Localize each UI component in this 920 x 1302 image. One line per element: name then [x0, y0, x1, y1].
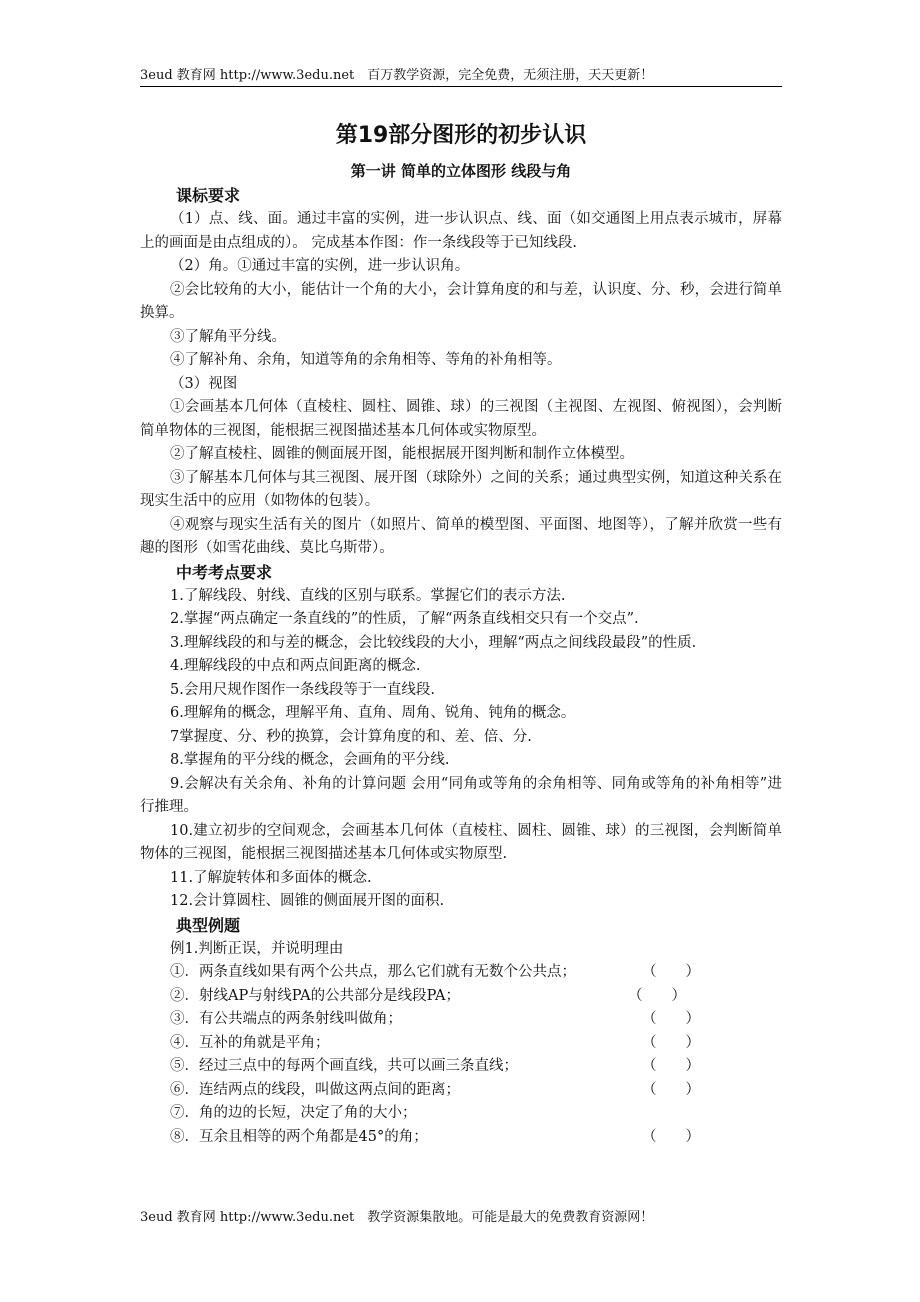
answer-bracket: （ ） — [642, 1011, 700, 1027]
question-row — [140, 1079, 782, 1103]
question-text: ⑦．角的边的长短，决定了角的大小； — [170, 1105, 417, 1121]
list-item: 10.建立初步的空间观念，会画基本几何体（直棱柱、圆柱、圆锥、球）的三视图，会判断简单物体的三视图，能根据三视图描述基本几何体或实物原型. — [140, 822, 782, 862]
section-heading-kebiao: 课标要求 — [176, 186, 241, 205]
list-item: 5.会用尺规作图作一条线段等于一直线段. — [170, 681, 435, 698]
paragraph: ③了解角平分线。 — [170, 328, 286, 345]
page-footer: 3eud 教育网 http://www.3edu.net 教学资源集散地。可能是最大的免费教育资源网！ — [140, 1210, 654, 1225]
question-row — [140, 1102, 782, 1126]
answer-bracket: （ ） — [642, 1034, 700, 1051]
paragraph: （1）点、线、面。通过丰富的实例，进一步认识点、线、面（如交通图上用点表示城市，屏幕上的画面是由点组成的）。 完成基本作图：作一条线段等于已知线段. — [140, 211, 782, 251]
page-header: 3eud 教育网 http://www.3edu.net 百万教学资源，完全免费，无须注册，天天更新！ — [140, 64, 782, 87]
list-item: 1.了解线段、射线、直线的区别与联系。掌握它们的表示方法. — [170, 587, 566, 604]
question-row — [140, 985, 782, 1009]
answer-bracket: （ ） — [642, 1081, 700, 1098]
paragraph: ②了解直棱柱、圆锥的侧面展开图，能根据展开图判断和制作立体模型。 — [170, 446, 634, 462]
list-item: 6.理解角的概念，理解平角、直角、周角、锐角、钝角的概念。 — [170, 705, 576, 721]
question-text: ⑧．互余且相等的两个角都是45°的角； — [170, 1128, 428, 1145]
paragraph: ④观察与现实生活有关的图片（如照片、简单的模型图、平面图、地图等），了解并欣赏一些有趣的图形（如雪花曲线、莫比乌斯带）。 — [140, 516, 782, 556]
question-row — [140, 1008, 782, 1032]
list-item: 11.了解旋转体和多面体的概念. — [170, 869, 372, 886]
answer-bracket: （ ） — [642, 1128, 700, 1145]
question-row — [140, 961, 782, 985]
paragraph: （2）角。①通过丰富的实例，进一步认识角。 — [170, 258, 470, 274]
question-text: ⑥．连结两点的线段，叫做这两点间的距离； — [170, 1081, 460, 1098]
list-item: 2.掌握“两点确定一条直线的”的性质，了解“两条直线相交只有一个交点”. — [170, 611, 639, 627]
answer-bracket: （ ） — [642, 1058, 700, 1074]
question-row — [140, 1126, 782, 1150]
page-title: 第19部分图形的初步认识 — [335, 123, 587, 148]
lecture-subtitle: 第一讲 简单的立体图形 线段与角 — [350, 162, 572, 180]
section-heading-dianxing: 典型例题 — [176, 915, 241, 935]
paragraph: （3）视图 — [170, 375, 238, 392]
question-row — [140, 1055, 782, 1079]
question-text: ⑤．经过三点中的每两个画直线，共可以画三条直线； — [170, 1058, 518, 1074]
question-text: ③．有公共端点的两条射线叫做角； — [170, 1011, 402, 1027]
question-row — [140, 1032, 782, 1056]
paragraph: ③了解基本几何体与其三视图、展开图（球除外）之间的关系；通过典型实例，知道这种关系在现实生活中的应用（如物体的包装）。 — [140, 469, 782, 509]
list-item: 8.掌握角的平分线的概念，会画角的平分线. — [170, 752, 450, 768]
paragraph: ②会比较角的大小，能估计一个角的大小，会计算角度的和与差，认识度、分、秒，会进行简单换算。 — [140, 281, 782, 321]
question-text: ④．互补的角就是平角； — [170, 1034, 330, 1051]
example-intro: 例1.判断正误，并说明理由 — [170, 940, 344, 957]
question-text: ①．两条直线如果有两个公共点，那么它们就有无数个公共点； — [170, 964, 576, 980]
section-heading-zhongkao: 中考考点要求 — [176, 562, 273, 582]
question-text: ②．射线AP与射线PA的公共部分是线段PA； — [170, 987, 461, 1004]
document-body — [140, 184, 782, 1149]
paragraph: ①会画基本几何体（直棱柱、圆柱、圆锥、球）的三视图（主视图、左视图、俯视图），会判断简单物体的三视图，能根据三视图描述基本几何体或实物原型。 — [140, 399, 782, 439]
list-item: 4.理解线段的中点和两点间距离的概念. — [170, 658, 421, 674]
answer-bracket: （ ） — [628, 987, 686, 1004]
list-item: 9.会解决有关余角、补角的计算问题 会用“同角或等角的余角相等、同角或等角的补角相等”进行推理。 — [140, 775, 782, 815]
list-item: 12.会计算圆柱、圆锥的侧面展开图的面积. — [170, 893, 445, 909]
answer-bracket: （ ） — [642, 964, 700, 980]
paragraph: ④了解补角、余角，知道等角的余角相等、等角的补角相等。 — [170, 352, 562, 368]
list-item: 7掌握度、分、秒的换算，会计算角度的和、差、倍、分. — [170, 728, 532, 745]
list-item: 3.理解线段的和与差的概念，会比较线段的大小，理解“两点之间线段最段”的性质. — [170, 634, 697, 651]
